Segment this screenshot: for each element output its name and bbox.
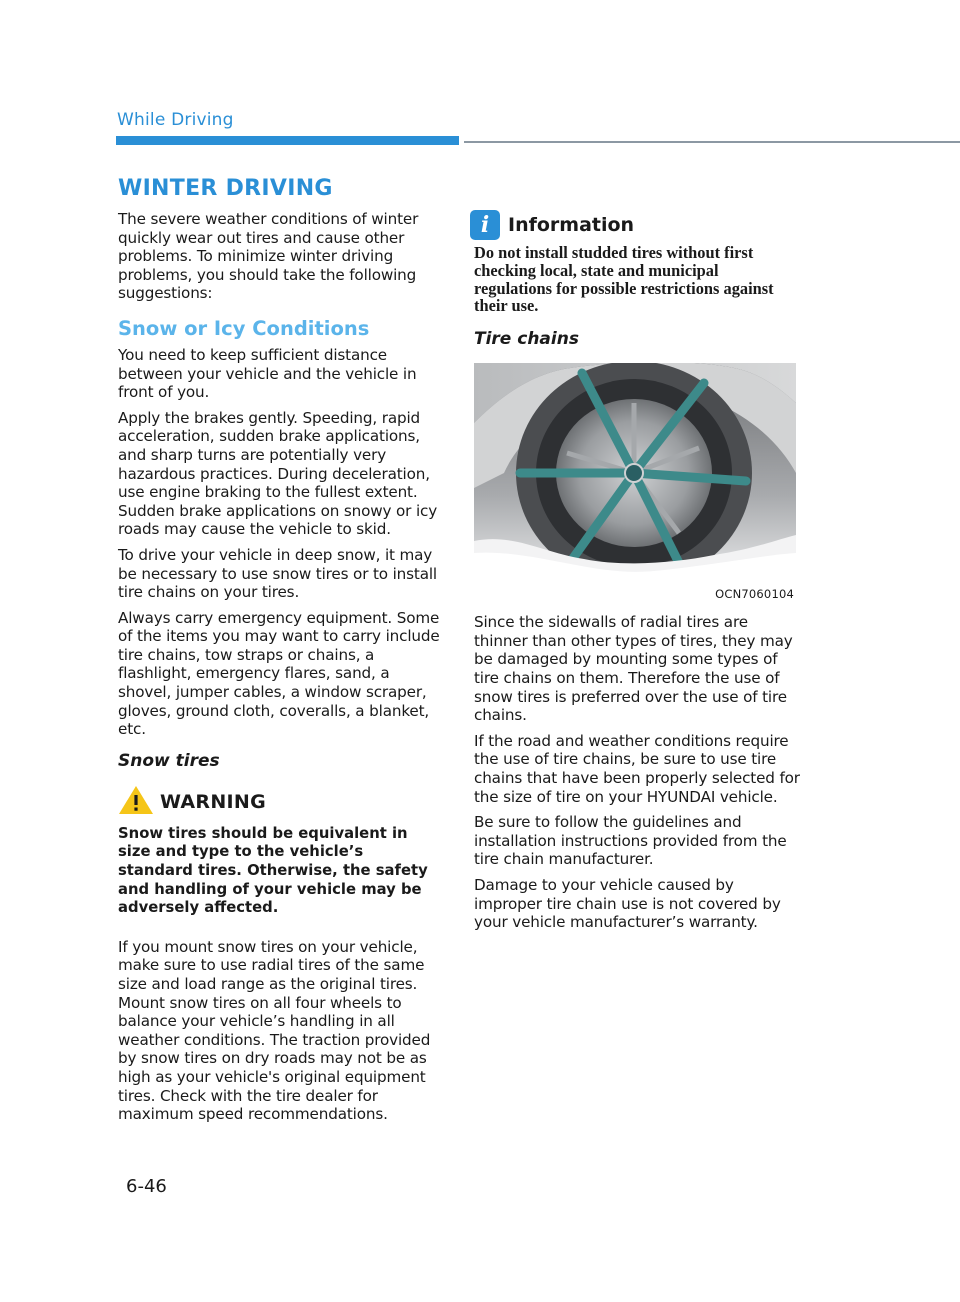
paragraph: If the road and weather conditions require the use of tire chains, be sure to use tire chains that have been properly selected for the size of tire on your HYUNDAI vehicle. [474, 731, 800, 806]
information-header [470, 210, 800, 240]
tire-chain-illustration [474, 363, 796, 583]
information-text: Do not install studded tires without first checking local, state and municipal regulations for possible restrictions against their use. [474, 243, 774, 316]
paragraph: You need to keep sufficient distance between your vehicle and the vehicle in front of you. [118, 345, 417, 402]
snow-tires-paragraph: If you mount snow tires on your vehicle, make sure to use radial tires of the same size and load range as the original tires. Mount snow tires on all four wheels to balance your vehicle’s handling in all weather conditions. The traction provided by snow tires on dry roads may not be as high as your vehicle's original equipment tires. Check with the tire dealer for maximum speed recommendations. [118, 937, 431, 1124]
paragraph: To drive your vehicle in deep snow, it may be necessary to use snow tires or to install tire chains on your tires. [118, 545, 437, 602]
snow-ice-heading: Snow or Icy Conditions [118, 316, 370, 340]
warning-title: WARNING [160, 790, 267, 813]
page-title: WINTER DRIVING [118, 176, 333, 201]
figure-caption: OCN7060104 [715, 587, 794, 602]
paragraph: Always carry emergency equipment. Some of the items you may want to carry include tire chains, tow straps or chains, a flashlight, emergency flares, sand, a shovel, jumper cables, a window scraper, gloves, ground cloth, coveralls, a blanket, etc. [118, 608, 440, 739]
information-icon: i [470, 210, 500, 240]
header-rule-accent [116, 136, 459, 145]
snow-tires-heading: Snow tires [118, 750, 220, 771]
warning-header [118, 785, 440, 819]
tire-chains-heading: Tire chains [474, 329, 579, 350]
intro-paragraph: The severe weather conditions of winter quickly wear out tires and cause other problems. To minimize winter driving problems, you should take the following suggestions: [118, 210, 419, 303]
paragraph: Apply the brakes gently. Speeding, rapid acceleration, sudden brake applications, and sharp turns are potentially very hazardous practices. During deceleration, use engine braking to the fullest extent. Sudden brake applications on snowy or icy roads may cause the vehicle to skid. [118, 408, 438, 539]
page-number: 6-46 [126, 1176, 167, 1197]
information-title: Information [508, 214, 635, 236]
paragraph: Since the sidewalls of radial tires are thinner than other types of tires, they may be damaged by mounting some types of tire chains on them. Therefore the use of snow tires is preferred over the use of tire chains. [474, 613, 793, 725]
header-rule [464, 141, 960, 143]
warning-text: Snow tires should be equivalent in size and type to the vehicle’s standard tires. Otherwise, the safety and handling of your vehicle may be adversely affected. [118, 824, 428, 917]
left-column [118, 170, 440, 1131]
paragraph: Damage to your vehicle caused by improper tire chain use is not covered by your vehicle manufacturer’s warranty. [474, 875, 781, 932]
right-column [474, 170, 800, 939]
paragraph: Be sure to follow the guidelines and installation instructions provided from the tire chain manufacturer. [474, 813, 787, 869]
section-label: While Driving [117, 110, 234, 130]
warning-triangle-icon [118, 785, 154, 819]
